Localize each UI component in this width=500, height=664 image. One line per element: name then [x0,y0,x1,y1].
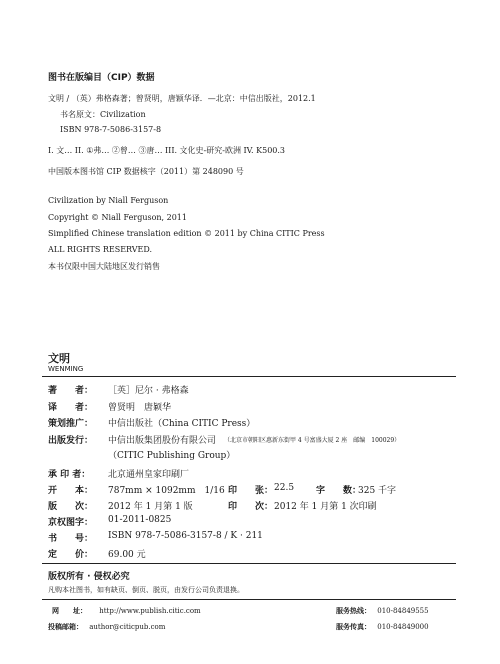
footer-row-web [52,606,201,616]
printing-value: 2012 年 1 月第 1 次印刷 [274,502,377,512]
planning-value: 中信出版社（China CITIC Press） [108,419,256,429]
format-value: 787mm × 1092mm 1/16 [108,486,225,496]
price-value: 69.00 元 [108,550,146,560]
hotline-label: 服务热线： [336,607,371,615]
price-label: 定 价： [48,550,94,560]
translator-label: 译 者： [48,403,94,413]
cip-record-number: 中国版本图书馆 CIP 数据核字（2011）第 248090 号 [48,167,244,176]
footer-divider-bottom [42,599,456,600]
cip-original-title: 书名原文：Civilization [60,110,146,119]
web-label: 网 址： [52,607,87,615]
registration-value: 01-2011-0825 [108,515,172,525]
footer-divider-top [42,563,456,564]
publisher-address: （北京市朝阳区惠新东街甲 4 号富盛大厦 2 座 邮编 100029） [224,437,401,444]
return-notice: 凡购本社图书，如有缺页、倒页、脱页，由发行公司负责退换。 [48,586,244,594]
cip-line-1: 文明 / （英）弗格森著；曾贤明，唐颖华译．—北京：中信出版社，2012.1 [48,94,316,103]
publisher-en-value: （CITIC Publishing Group） [108,451,236,461]
book-title: 文明 [48,352,70,365]
title-divider [42,376,456,377]
edition-label: 版 次： [48,502,94,512]
printer-value: 北京通州皇家印刷厂 [108,470,190,480]
registration-label: 京权图字： [48,518,94,528]
cip-classification: I. 文… II. ①弗… ②曾… ③唐… III. 文化史-研究-欧洲 IV. K500.3 [48,146,286,155]
email-label: 投稿邮箱： [48,623,83,631]
edition-value: 2012 年 1 月第 1 版 [108,502,193,512]
rights-line-5: 本书仅限中国大陆地区发行销售 [48,262,160,271]
rights-reserved-heading: 版权所有 · 侵权必究 [48,572,130,582]
footer-row-email [48,622,165,632]
cip-heading: 图书在版编目（CIP）数据 [48,73,155,83]
isbn-value: ISBN 978-7-5086-3157-8 / K · 211 [108,531,263,541]
printer-label: 承 印 者： [48,470,91,480]
web-value: http://www.publish.citic.com [99,607,201,615]
footer-row-fax [336,622,429,632]
rights-line-4: ALL RIGHTS RESERVED. [48,245,153,254]
printing-label: 印 次： [228,502,274,512]
hotline-value: 010-84849555 [377,607,429,615]
author-label: 著 者： [48,386,94,396]
translator-value: 曾贤明 唐颖华 [108,403,172,413]
rights-line-2: Copyright © Niall Ferguson, 2011 [48,213,187,222]
fax-value: 010-84849000 [377,623,429,631]
publisher-value: 中信出版集团股份有限公司 [108,436,217,446]
words-label: 字 数： [316,486,362,496]
email-value: author@citicpub.com [89,623,166,631]
sheets-label: 印 张： [228,486,274,496]
rights-line-3: Simplified Chinese translation edition © 2011 by China CITIC Press [48,229,325,238]
author-value: ［英］尼尔 · 弗格森 [108,386,189,396]
format-label: 开 本： [48,486,94,496]
words-value: 325 千字 [358,486,397,496]
isbn-label: 书 号： [48,534,94,544]
rights-line-1: Civilization by Niall Ferguson [48,196,169,205]
cip-isbn: ISBN 978-7-5086-3157-8 [60,125,162,134]
footer-row-hotline [336,606,429,616]
publisher-label: 出版发行： [48,436,94,446]
book-title-pinyin: WENMING [48,365,84,373]
fax-label: 服务传真： [336,623,371,631]
planning-label: 策划推广： [48,419,94,429]
sheets-value: 22.5 [274,483,295,493]
